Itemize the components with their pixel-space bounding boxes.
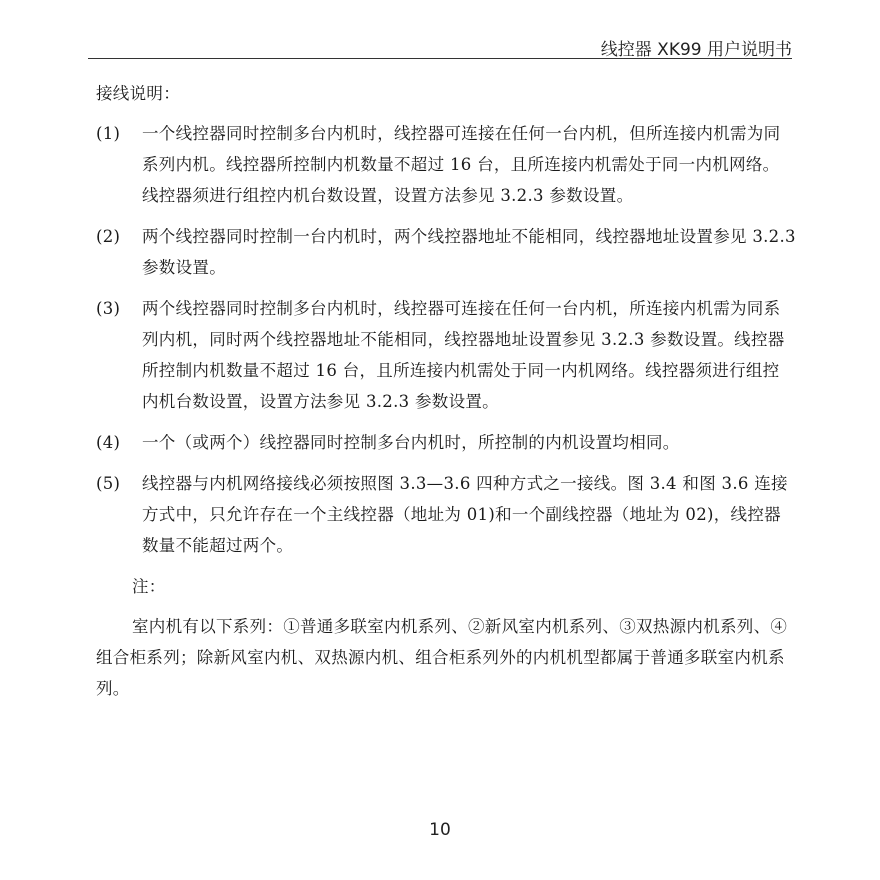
list-item-text: 一个（或两个）线控器同时控制多台内机时，所控制的内机设置均相同。 xyxy=(142,433,680,452)
list-item-5 xyxy=(96,468,796,561)
list-item-2 xyxy=(96,221,796,283)
list-item-text: 线控器与内机网络接线必须按照图 3.3—3.6 四种方式之一接线。图 3.4 和图 3.6 连接方式中，只允许存在一个主线控器（地址为 01)和一个副线控器（地址为 02)，线控器数量不能超过两个。 xyxy=(142,474,788,555)
list-item-number: (2) xyxy=(96,227,121,246)
list-item-4 xyxy=(96,427,796,458)
list-item-number: (5) xyxy=(96,474,121,493)
list-item-3 xyxy=(96,293,796,417)
list-item-text: 两个线控器同时控制一台内机时，两个线控器地址不能相同，线控器地址设置参见 3.2.3 参数设置。 xyxy=(142,227,796,277)
page-number: 10 xyxy=(429,820,451,840)
note-body: 室内机有以下系列：①普通多联室内机系列、②新风室内机系列、③双热源内机系列、④组合柜系列；除新风室内机、双热源内机、组合柜系列外的内机机型都属于普通多联室内机系列。 xyxy=(96,617,788,698)
list-item-number: (3) xyxy=(96,299,121,318)
section-heading: 接线说明： xyxy=(96,84,180,103)
running-header-title: 线控器 XK99 用户说明书 xyxy=(600,40,792,60)
list-item-text: 两个线控器同时控制多台内机时，线控器可连接在任何一台内机，所连接内机需为同系列内机，同时两个线控器地址不能相同，线控器地址设置参见 3.2.3 参数设置。线控器所控制内机数量不超过 16 台，且所连接内机需处于同一内机网络。线控器须进行组控内机台数设置，设置方法参见 3.2.3 参数设置。 xyxy=(142,299,785,411)
note-title: 注： xyxy=(132,577,166,596)
list-item-text: 一个线控器同时控制多台内机时，线控器可连接在任何一台内机，但所连接内机需为同系列内机。线控器所控制内机数量不超过 16 台，且所连接内机需处于同一内机网络。线控器须进行组控内机台数设置，设置方法参见 3.2.3 参数设置。 xyxy=(142,124,781,205)
list-item-1 xyxy=(96,118,796,211)
page-content xyxy=(96,78,796,704)
list-item-number: (1) xyxy=(96,124,121,143)
header-rule xyxy=(88,58,792,59)
list-item-number: (4) xyxy=(96,433,121,452)
